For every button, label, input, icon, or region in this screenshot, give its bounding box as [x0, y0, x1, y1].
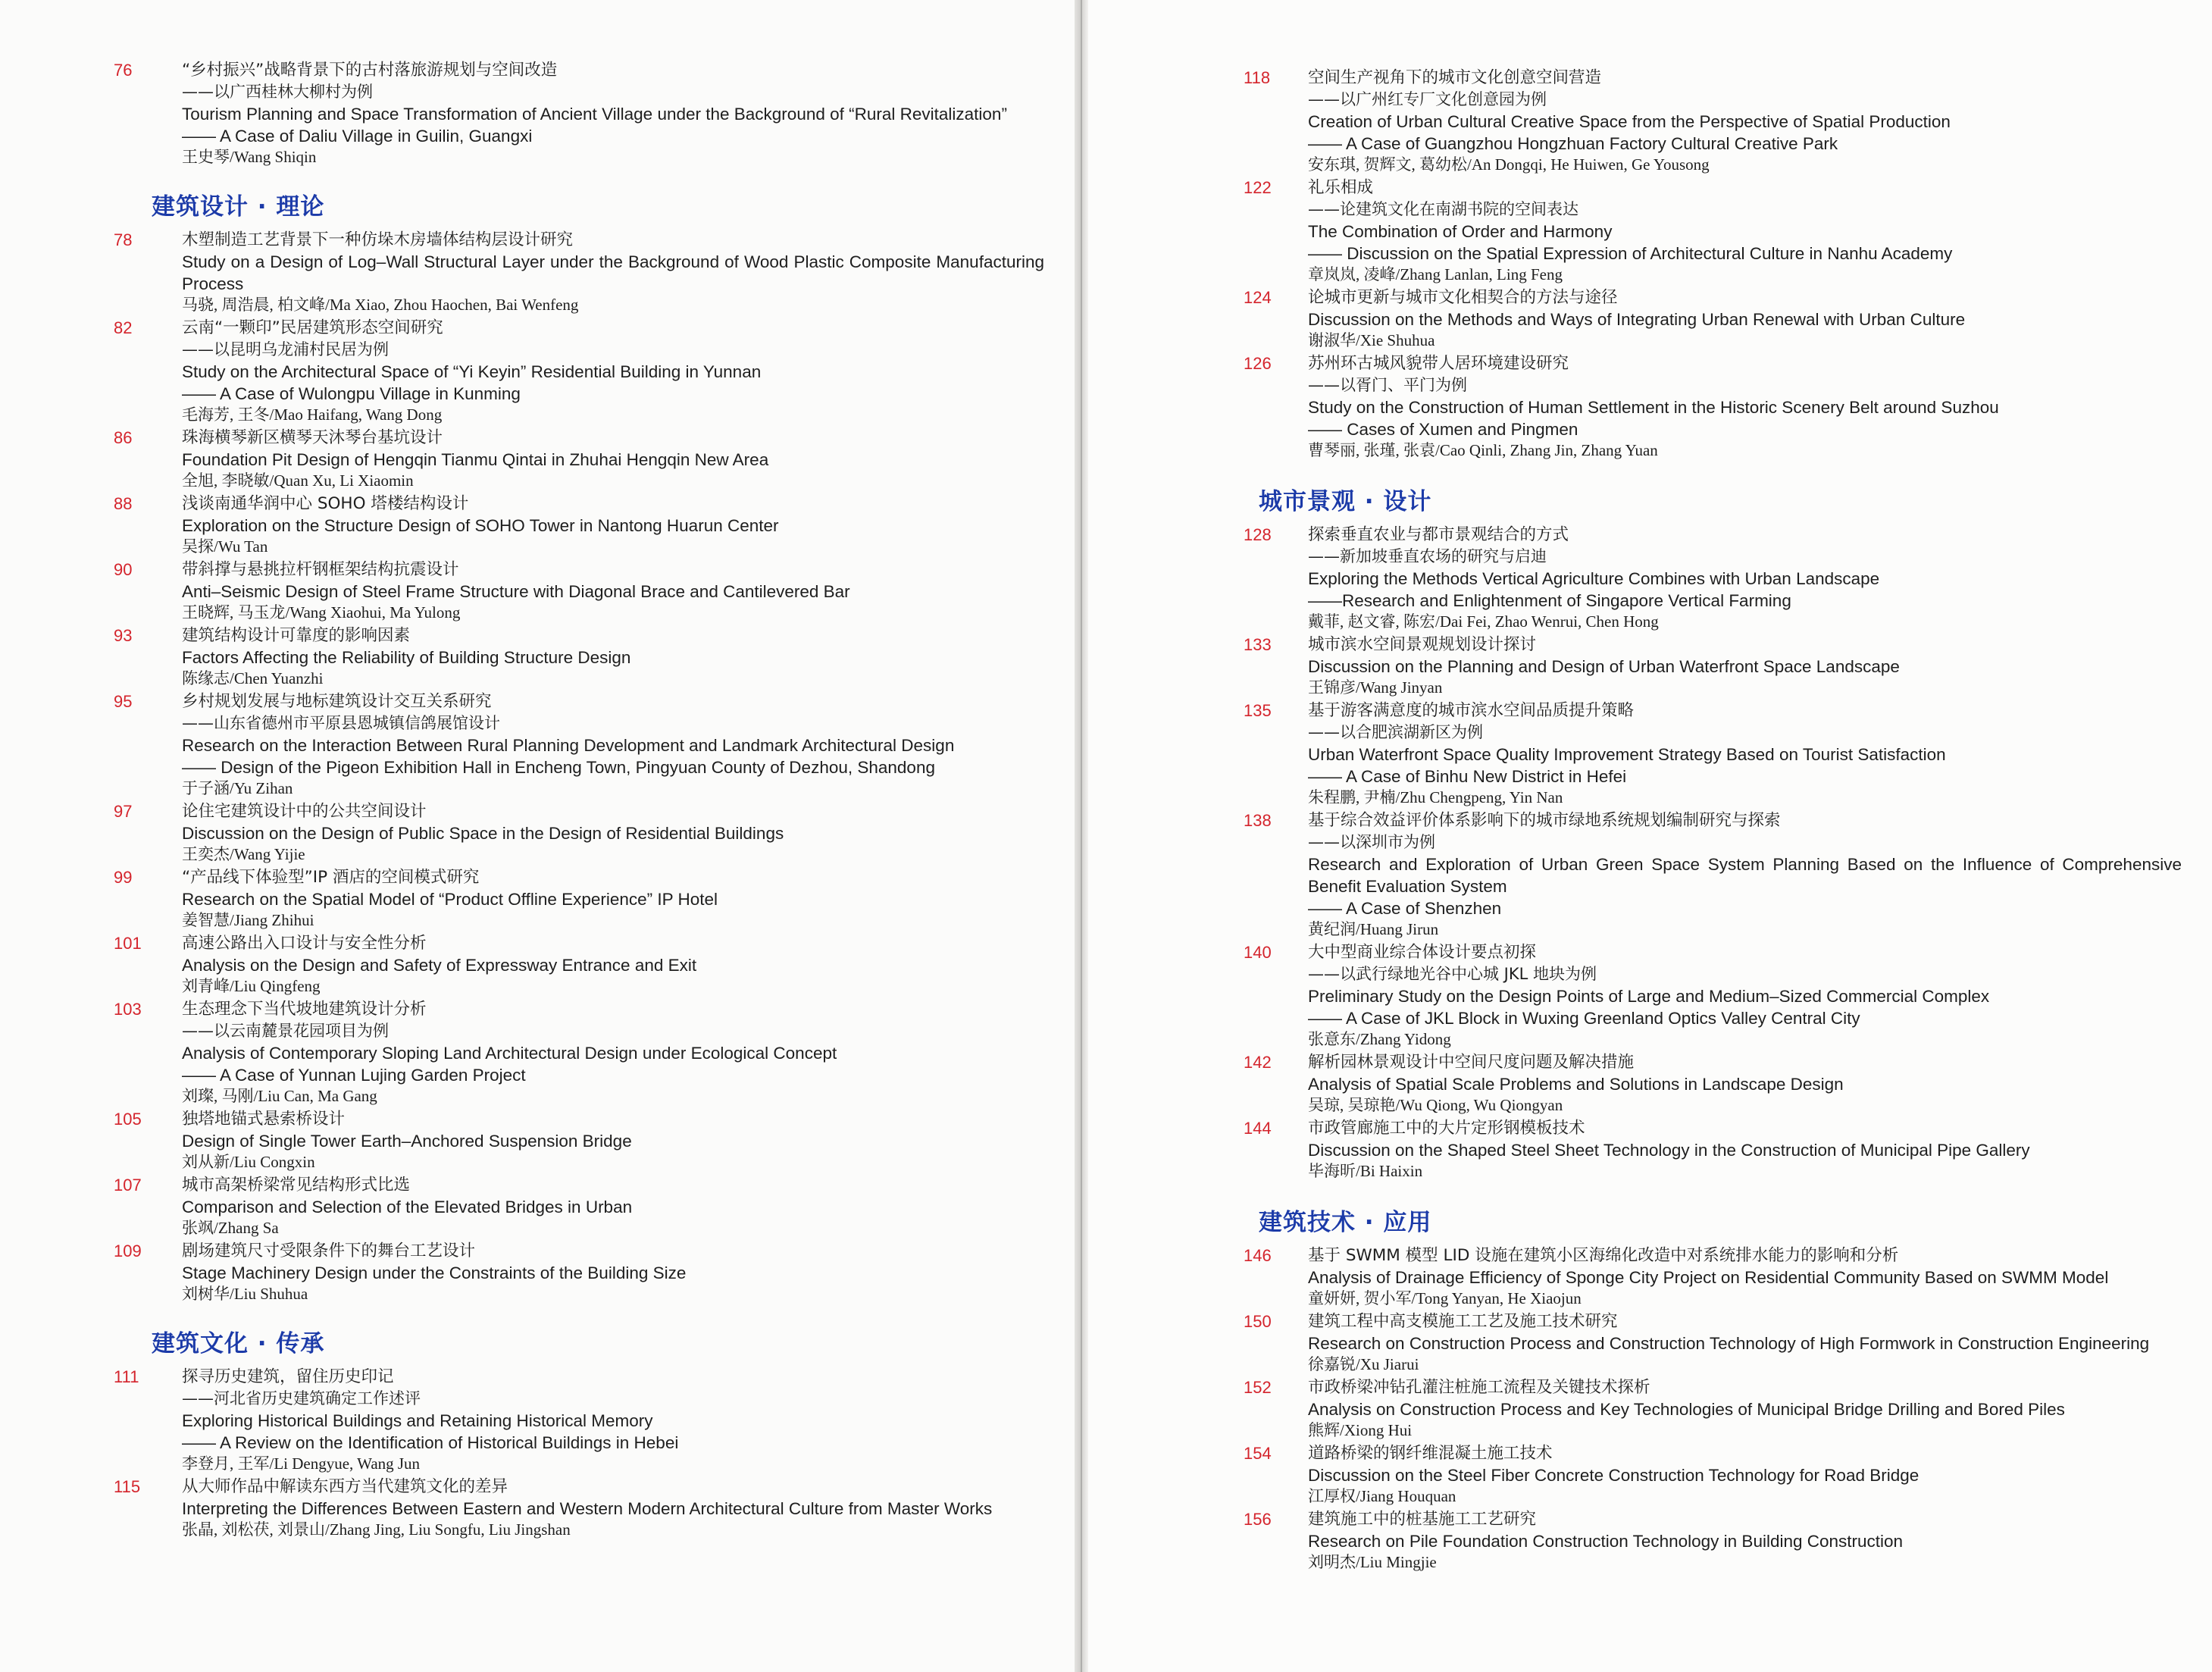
toc-entry	[114, 1240, 1044, 1304]
author-names: 陈缘志/Chen Yuanzhi	[182, 669, 324, 687]
english-title: Design of Single Tower Earth–Anchored Suspension Bridge	[182, 1132, 632, 1151]
chinese-subtitle: ——以广州红专厂文化创意园为例	[1308, 90, 1547, 108]
section-heading	[1259, 482, 2182, 516]
chinese-title: 基于综合效益评价体系影响下的城市绿地系统规划编制研究与探索	[1308, 811, 1781, 830]
chinese-title: 空间生产视角下的城市文化创意空间营造	[1308, 68, 1602, 87]
page-number: 150	[1244, 1312, 1272, 1331]
chinese-title: 带斜撑与悬挑拉杆钢框架结构抗震设计	[182, 560, 459, 579]
english-subtitle: —— Cases of Xumen and Pingmen	[1308, 420, 1578, 439]
section-title: 建筑技术 · 应用	[1259, 1209, 1432, 1236]
english-title: Analysis on the Design and Safety of Expressway Entrance and Exit	[182, 956, 697, 975]
author-names: 王奕杰/Wang Yijie	[182, 845, 305, 863]
english-title: Interpreting the Differences Between Eastern and Western Modern Architectural Culture from Master Works	[182, 1499, 993, 1518]
english-subtitle: —— A Case of Daliu Village in Guilin, Guangxi	[182, 127, 533, 146]
english-title: Research on Pile Foundation Construction Technology in Building Construction	[1308, 1532, 1904, 1551]
english-title: Analysis of Drainage Efficiency of Sponge City Project on Residential Community Based on SWMM Model	[1308, 1268, 2109, 1287]
page-number: 78	[114, 230, 133, 249]
english-title: Stage Machinery Design under the Constraints of the Building Size	[182, 1263, 687, 1282]
page-number: 97	[114, 802, 133, 821]
section-title: 城市景观 · 设计	[1259, 488, 1432, 515]
chinese-title: 建筑工程中高支模施工工艺及施工技术研究	[1308, 1312, 1618, 1331]
chinese-subtitle: ——论建筑文化在南湖书院的空间表达	[1308, 200, 1578, 218]
page-number: 144	[1244, 1119, 1272, 1138]
english-title: Discussion on the Design of Public Space in the Design of Residential Buildings	[182, 824, 784, 843]
english-title: Research and Exploration of Urban Green Space System Planning Based on the Influence of Comprehensive Benefit Evaluation System	[1308, 855, 2182, 896]
author-names: 章岚岚, 凌峰/Zhang Lanlan, Ling Feng	[1308, 265, 1563, 283]
chinese-title: “乡村振兴”战略背景下的古村落旅游规划与空间改造	[182, 61, 558, 80]
chinese-subtitle: ——山东省德州市平原县恩城镇信鸽展馆设计	[182, 714, 500, 732]
author-names: 毕海昕/Bi Haixin	[1308, 1162, 1423, 1180]
section-heading	[152, 187, 1044, 221]
author-names: 曹琴丽, 张瑾, 张袁/Cao Qinli, Zhang Jin, Zhang Yuan	[1308, 441, 1658, 459]
toc-entry	[114, 866, 1044, 931]
author-names: 张飒/Zhang Sa	[182, 1219, 279, 1237]
page-number: 124	[1244, 288, 1272, 307]
english-title: Analysis on Construction Process and Key Technologies of Municipal Bridge Drilling and Bored Piles	[1308, 1400, 2065, 1419]
english-title: Urban Waterfront Space Quality Improvement Strategy Based on Tourist Satisfaction	[1308, 745, 1946, 764]
page-number: 86	[114, 428, 133, 447]
page-number: 103	[114, 1000, 142, 1019]
chinese-title: 礼乐相成	[1308, 178, 1374, 197]
section-title: 建筑设计 · 理论	[152, 193, 325, 221]
page-number: 90	[114, 560, 133, 579]
chinese-subtitle: ——以昆明乌龙浦村民居为例	[182, 340, 389, 359]
toc-entry	[1244, 524, 2182, 632]
author-names: 安东琪, 贺辉文, 葛幼松/An Dongqi, He Huiwen, Ge Yousong	[1308, 155, 1710, 174]
chinese-subtitle: ——以武行绿地光谷中心城 JKL 地块为例	[1308, 965, 1597, 983]
page-number: 154	[1244, 1444, 1272, 1463]
chinese-title: 木塑制造工艺背景下一种仿垛木房墙体结构层设计研究	[182, 230, 574, 249]
english-title: Factors Affecting the Reliability of Building Structure Design	[182, 648, 631, 667]
page-number: 82	[114, 318, 133, 337]
author-names: 张意东/Zhang Yidong	[1308, 1030, 1451, 1048]
author-names: 吴琼, 吴琼艳/Wu Qiong, Wu Qiongyan	[1308, 1096, 1563, 1114]
toc-entry	[114, 493, 1044, 557]
english-title: Research on Construction Process and Construction Technology of High Formwork in Construction Engineering	[1308, 1334, 2150, 1353]
page-number: 133	[1244, 635, 1272, 654]
page-number: 156	[1244, 1510, 1272, 1529]
chinese-title: 城市滨水空间景观规划设计探讨	[1308, 635, 1537, 654]
toc-entry	[114, 59, 1044, 168]
english-subtitle: —— A Case of Binhu New District in Hefei	[1308, 767, 1627, 786]
english-title: Analysis of Contemporary Sloping Land Architectural Design under Ecological Concept	[182, 1044, 837, 1063]
chinese-subtitle: ——以云南麓景花园项目为例	[182, 1022, 389, 1040]
chinese-title: 基于 SWMM 模型 LID 设施在建筑小区海绵化改造中对系统排水能力的影响和分析	[1308, 1246, 1899, 1265]
toc-entry	[114, 1476, 1044, 1540]
author-names: 全旭, 李晓敏/Quan Xu, Li Xiaomin	[182, 471, 414, 490]
english-title: Exploring Historical Buildings and Retaining Historical Memory	[182, 1411, 653, 1430]
english-title: The Combination of Order and Harmony	[1308, 222, 1613, 241]
toc-entry	[114, 800, 1044, 865]
author-names: 刘明杰/Liu Mingjie	[1308, 1553, 1437, 1571]
english-subtitle: —— A Case of Guangzhou Hongzhuan Factory Cultural Creative Park	[1308, 134, 1838, 153]
chinese-title: 建筑施工中的桩基施工工艺研究	[1308, 1510, 1537, 1529]
english-title: Discussion on the Methods and Ways of Integrating Urban Renewal with Urban Culture	[1308, 310, 1966, 329]
author-names: 张晶, 刘松茯, 刘景山/Zhang Jing, Liu Songfu, Liu Jingshan	[182, 1520, 571, 1539]
author-names: 毛海芳, 王冬/Mao Haifang, Wang Dong	[182, 405, 443, 424]
chinese-title: 独塔地锚式悬索桥设计	[182, 1110, 346, 1129]
chinese-title: 道路桥梁的钢纤维混凝土施工技术	[1308, 1444, 1553, 1463]
chinese-subtitle: ——以胥门、平门为例	[1308, 376, 1467, 394]
section-title: 建筑文化 · 传承	[152, 1330, 325, 1357]
toc-entry	[1244, 700, 2182, 808]
author-names: 马骁, 周浩晨, 柏文峰/Ma Xiao, Zhou Haochen, Bai Wenfeng	[182, 296, 579, 314]
page-number: 142	[1244, 1053, 1272, 1072]
chinese-title: 论住宅建筑设计中的公共空间设计	[182, 802, 427, 821]
chinese-subtitle: ——新加坡垂直农场的研究与启迪	[1308, 547, 1547, 565]
page-number: 88	[114, 494, 133, 513]
page-number: 126	[1244, 354, 1272, 373]
chinese-title: 探索垂直农业与都市景观结合的方式	[1308, 525, 1569, 544]
english-title: Discussion on the Steel Fiber Concrete Construction Technology for Road Bridge	[1308, 1466, 1919, 1485]
english-subtitle: —— Discussion on the Spatial Expression of Architectural Culture in Nanhu Academy	[1308, 244, 1953, 263]
toc-entry	[1244, 809, 2182, 940]
page-number: 107	[114, 1176, 142, 1195]
toc-entry	[1244, 634, 2182, 698]
toc-entry	[114, 1366, 1044, 1474]
toc-entry	[1244, 67, 2182, 175]
section-heading	[152, 1324, 1044, 1358]
toc-entry	[1244, 1376, 2182, 1441]
english-title: Analysis of Spatial Scale Problems and Solutions in Landscape Design	[1308, 1075, 1844, 1094]
page-number: 109	[114, 1241, 142, 1260]
chinese-title: 高速公路出入口设计与安全性分析	[182, 934, 427, 953]
english-title: Anti–Seismic Design of Steel Frame Structure with Diagonal Brace and Cantilevered Bar	[182, 582, 850, 601]
toc-entry	[114, 932, 1044, 997]
chinese-title: 苏州环古城风貌带人居环境建设研究	[1308, 354, 1569, 373]
author-names: 戴菲, 赵文睿, 陈宏/Dai Fei, Zhao Wenrui, Chen Hong	[1308, 612, 1659, 631]
toc-entry	[114, 1174, 1044, 1238]
english-title: Study on the Construction of Human Settlement in the Historic Scenery Belt around Suzhou	[1308, 398, 1999, 417]
page-number: 99	[114, 868, 133, 887]
author-names: 谢淑华/Xie Shuhua	[1308, 331, 1435, 349]
page-number: 111	[114, 1367, 139, 1386]
author-names: 黄纪润/Huang Jirun	[1308, 920, 1439, 938]
page-number: 101	[114, 934, 142, 953]
chinese-title: 论城市更新与城市文化相契合的方法与途径	[1308, 288, 1618, 307]
page-number: 105	[114, 1110, 142, 1129]
page-number: 140	[1244, 943, 1272, 962]
toc-entry	[114, 690, 1044, 799]
toc-entry	[114, 998, 1044, 1107]
toc-entry	[1244, 1442, 2182, 1507]
toc-entry	[1244, 1310, 2182, 1375]
chinese-title: 基于游客满意度的城市滨水空间品质提升策略	[1308, 701, 1635, 720]
page-number: 146	[1244, 1246, 1272, 1265]
toc-entry	[114, 559, 1044, 623]
english-title: Tourism Planning and Space Transformation of Ancient Village under the Background of “Rural Revitalization”	[182, 105, 1007, 124]
toc-entry	[114, 625, 1044, 689]
english-title: Comparison and Selection of the Elevated Bridges in Urban	[182, 1198, 633, 1216]
left-page	[0, 0, 1075, 1672]
toc-entry	[1244, 1117, 2182, 1182]
toc-entry	[114, 229, 1044, 315]
toc-entry	[114, 317, 1044, 425]
english-title: Creation of Urban Cultural Creative Space from the Perspective of Spatial Production	[1308, 112, 1951, 131]
chinese-title: 解析园林景观设计中空间尺度问题及解决措施	[1308, 1053, 1635, 1072]
page-number: 93	[114, 626, 133, 645]
author-names: 童妍妍, 贺小军/Tong Yanyan, He Xiaojun	[1308, 1289, 1582, 1307]
chinese-title: 从大师作品中解读东西方当代建筑文化的差异	[182, 1477, 508, 1496]
author-names: 熊辉/Xiong Hui	[1308, 1421, 1413, 1439]
english-subtitle: —— A Case of JKL Block in Wuxing Greenland Optics Valley Central City	[1308, 1009, 1860, 1028]
author-names: 刘青峰/Liu Qingfeng	[182, 977, 321, 995]
english-subtitle: —— A Case of Shenzhen	[1308, 899, 1502, 918]
author-names: 王锦彦/Wang Jinyan	[1308, 678, 1443, 697]
toc-entry	[1244, 1508, 2182, 1573]
toc-entry	[1244, 352, 2182, 461]
page-number: 122	[1244, 178, 1272, 197]
chinese-title: 云南“一颗印”民居建筑形态空间研究	[182, 318, 443, 337]
author-names: 刘从新/Liu Congxin	[182, 1153, 315, 1171]
chinese-title: 城市高架桥梁常见结构形式比选	[182, 1176, 411, 1195]
chinese-title: 乡村规划发展与地标建筑设计交互关系研究	[182, 692, 492, 711]
chinese-subtitle: ——以广西桂林大柳村为例	[182, 83, 373, 101]
author-names: 江厚权/Jiang Houquan	[1308, 1487, 1456, 1505]
author-names: 李登月, 王军/Li Dengyue, Wang Jun	[182, 1454, 421, 1473]
chinese-subtitle: ——河北省历史建筑确定工作述评	[182, 1389, 421, 1407]
author-names: 吴探/Wu Tan	[182, 537, 268, 556]
page-number: 138	[1244, 811, 1272, 830]
chinese-title: 剧场建筑尺寸受限条件下的舞台工艺设计	[182, 1241, 476, 1260]
english-title: Exploring the Methods Vertical Agriculture Combines with Urban Landscape	[1308, 569, 1880, 588]
chinese-title: 探寻历史建筑，留住历史印记	[182, 1367, 394, 1386]
toc-entry	[1244, 941, 2182, 1050]
toc-entry	[114, 427, 1044, 491]
english-title: Study on a Design of Log–Wall Structural Layer under the Background of Wood Plastic Composite Manufacturing Process	[182, 252, 1044, 293]
english-title: Foundation Pit Design of Hengqin Tianmu Qintai in Zhuhai Hengqin New Area	[182, 450, 769, 469]
author-names: 刘树华/Liu Shuhua	[182, 1285, 308, 1303]
toc-entry	[114, 1108, 1044, 1173]
page-number: 118	[1244, 68, 1271, 87]
chinese-title: 建筑结构设计可靠度的影响因素	[182, 626, 411, 645]
english-title: Study on the Architectural Space of “Yi Keyin” Residential Building in Yunnan	[182, 362, 762, 381]
section-heading	[1259, 1203, 2182, 1237]
page-number: 152	[1244, 1378, 1272, 1397]
english-title: Research on the Interaction Between Rural Planning Development and Landmark Architectural Design	[182, 736, 955, 755]
page-number: 115	[114, 1477, 141, 1496]
chinese-title: 市政管廊施工中的大片定形钢模板技术	[1308, 1119, 1585, 1138]
english-title: Research on the Spatial Model of “Product Offline Experience” IP Hotel	[182, 890, 718, 909]
page-number: 76	[114, 61, 133, 80]
chinese-title: 珠海横琴新区横琴天沐琴台基坑设计	[182, 428, 443, 447]
toc-entry	[1244, 177, 2182, 285]
book-gutter	[1075, 0, 1088, 1672]
chinese-title: 大中型商业综合体设计要点初探	[1308, 943, 1537, 962]
author-names: 朱程鹏, 尹楠/Zhu Chengpeng, Yin Nan	[1308, 788, 1563, 806]
chinese-title: “产品线下体验型”IP 酒店的空间模式研究	[182, 868, 480, 887]
english-title: Exploration on the Structure Design of SOHO Tower in Nantong Huarun Center	[182, 516, 779, 535]
author-names: 徐嘉锐/Xu Jiarui	[1308, 1355, 1419, 1373]
english-title: Discussion on the Planning and Design of Urban Waterfront Space Landscape	[1308, 657, 1900, 676]
toc-entry	[1244, 1245, 2182, 1309]
toc-entry	[1244, 286, 2182, 351]
chinese-title: 浅谈南通华润中心 SOHO 塔楼结构设计	[182, 494, 469, 513]
chinese-subtitle: ——以合肥滨湖新区为例	[1308, 723, 1483, 741]
english-subtitle: —— A Review on the Identification of Historical Buildings in Hebei	[182, 1433, 679, 1452]
author-names: 王晓辉, 马玉龙/Wang Xiaohui, Ma Yulong	[182, 603, 461, 622]
chinese-title: 市政桥梁冲钻孔灌注桩施工流程及关键技术探析	[1308, 1378, 1650, 1397]
chinese-title: 生态理念下当代坡地建筑设计分析	[182, 1000, 427, 1019]
author-names: 王史琴/Wang Shiqin	[182, 148, 317, 166]
chinese-subtitle: ——以深圳市为例	[1308, 833, 1435, 851]
page-number: 128	[1244, 525, 1272, 544]
english-title: Preliminary Study on the Design Points of Large and Medium–Sized Commercial Complex	[1308, 987, 1990, 1006]
english-subtitle: —— Design of the Pigeon Exhibition Hall in Encheng Town, Pingyuan County of Dezhou, Shandong	[182, 758, 935, 777]
english-subtitle: ——Research and Enlightenment of Singapore Vertical Farming	[1308, 591, 1791, 610]
author-names: 于子涵/Yu Zihan	[182, 779, 293, 797]
toc-entry	[1244, 1051, 2182, 1116]
english-subtitle: —— A Case of Wulongpu Village in Kunming	[182, 384, 521, 403]
author-names: 刘璨, 马刚/Liu Can, Ma Gang	[182, 1087, 377, 1105]
english-subtitle: —— A Case of Yunnan Lujing Garden Project	[182, 1066, 526, 1085]
page-number: 95	[114, 692, 133, 711]
right-page	[1088, 0, 2212, 1672]
page-number: 135	[1244, 701, 1272, 720]
author-names: 姜智慧/Jiang Zhihui	[182, 911, 314, 929]
english-title: Discussion on the Shaped Steel Sheet Technology in the Construction of Municipal Pipe Gallery	[1308, 1141, 2030, 1160]
